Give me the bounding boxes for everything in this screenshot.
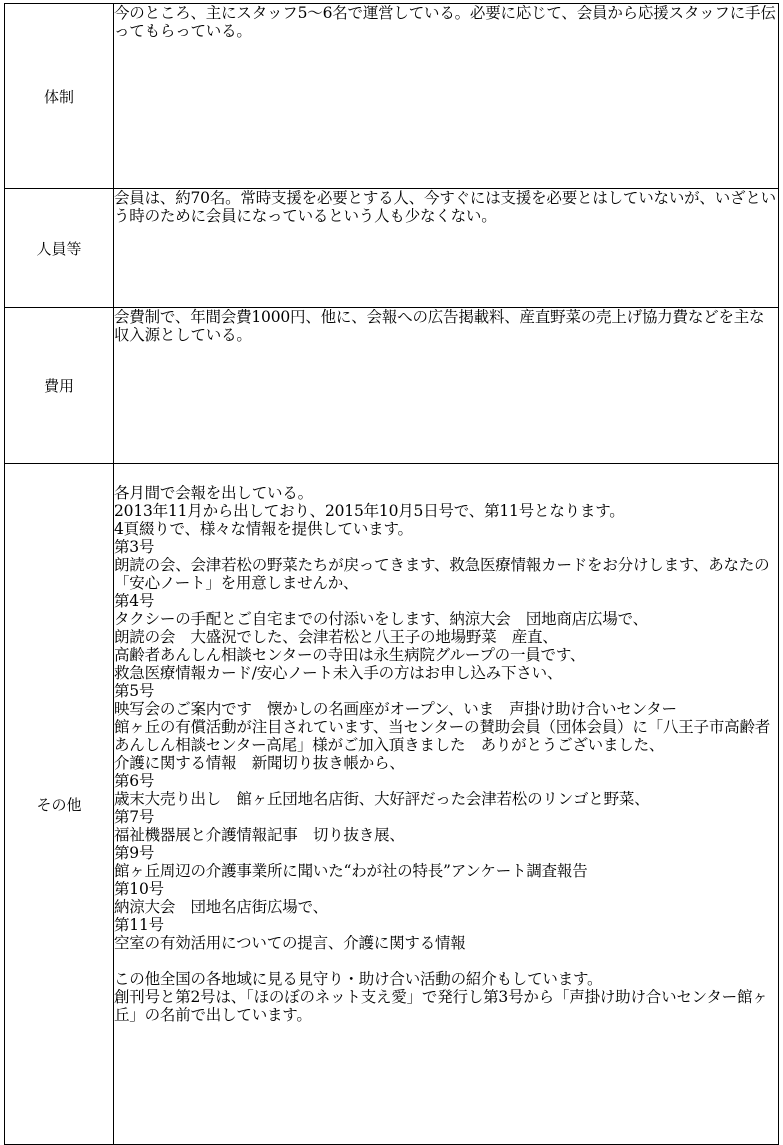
content-line — [114, 952, 778, 970]
content-line: 第9号 — [114, 844, 155, 862]
content-line: 今のところ、主にスタッフ5～6名で運営している。必要に応じて、会員から応援スタッフに手伝ってもらっている。 — [114, 4, 776, 40]
content-line: 各月間で会報を出している。 — [114, 484, 313, 502]
content-line: 朗読の会 大盛況でした、会津若松と八王子の地場野菜 産直、 — [114, 628, 558, 646]
table-row-jinin — [5, 189, 779, 308]
row-label: 人員等 — [5, 189, 114, 308]
content-line: 第3号 — [114, 538, 155, 556]
row-label: 体制 — [5, 4, 114, 189]
content-line: 映写会のご案内です 懐かしの名画座がオープン、いま 声掛け助け合いセンター — [114, 700, 677, 718]
content-line: 朗読の会、会津若松の野菜たちが戻ってきます、救急医療情報カードをお分けします、あなたの「安心ノート」を用意しませんか、 — [114, 556, 770, 592]
row-content — [114, 308, 779, 464]
content-line: 第4号 — [114, 592, 155, 610]
row-content — [114, 4, 779, 189]
content-line: 第11号 — [114, 916, 164, 934]
content-line: 第10号 — [114, 880, 164, 898]
content-line: 創刊号と第2号は、「ほのぼのネット支え愛」で発行し第3号から「声掛け助け合いセンター館ヶ丘」の名前で出しています。 — [114, 988, 768, 1024]
table-row-hiyou — [5, 308, 779, 464]
content-line: 介護に関する情報 新聞切り抜き帳から、 — [114, 754, 405, 772]
content-line: 空室の有効活用についての提言、介護に関する情報 — [114, 934, 466, 952]
content-line: 歳末大売り出し 館ヶ丘団地名店街、大好評だった会津若松のリンゴと野菜、 — [114, 790, 650, 808]
content-line: 館ヶ丘の有償活動が注目されています、当センターの賛助会員（団体会員）に「八王子市高齢者あんしん相談センター高尾」様がご加入頂きました ありがとうございました、 — [114, 718, 771, 754]
content-line: この他全国の各地域に見る見守り・助け合い活動の紹介もしています。 — [114, 970, 603, 988]
content-line: 4頁綴りで、様々な情報を提供しています。 — [114, 520, 413, 538]
content-line: 第5号 — [114, 682, 155, 700]
content-line: タクシーの手配とご自宅までの付添いをします、納涼大会 団地商店広場で、 — [114, 610, 648, 628]
content-line: 2013年11月から出しており、2015年10月5日号で、第11号となります。 — [114, 502, 625, 520]
row-content — [114, 189, 779, 308]
content-line: 第6号 — [114, 772, 155, 790]
row-label: 費用 — [5, 308, 114, 464]
content-line: 館ヶ丘周辺の介護事業所に聞いた“わが社の特長”アンケート調査報告 — [114, 862, 588, 880]
content-line: 第7号 — [114, 808, 155, 826]
table-row-taisei — [5, 4, 779, 189]
content-line: 納涼大会 団地名店街広場で、 — [114, 898, 328, 916]
table-row-sonota — [5, 464, 779, 1145]
content-line: 会費制で、年間会費1000円、他に、会報への広告掲載料、産直野菜の売上げ協力費などを主な収入源としている。 — [114, 308, 765, 344]
content-line: 福祉機器展と介護情報記事 切り抜き展、 — [114, 826, 405, 844]
content-line: 会員は、約70名。常時支援を必要とする人、今すぐには支援を必要とはしていないが、いざという時のために会員になっているという人も少なくない。 — [114, 189, 776, 225]
content-line: 救急医療情報カード/安心ノート未入手の方はお申し込み下さい、 — [114, 664, 563, 682]
info-table — [4, 3, 779, 1145]
content-line: 高齢者あんしん相談センターの寺田は永生病院グループの一員です、 — [114, 646, 586, 664]
row-label: その他 — [5, 464, 114, 1145]
row-content — [114, 464, 779, 1145]
